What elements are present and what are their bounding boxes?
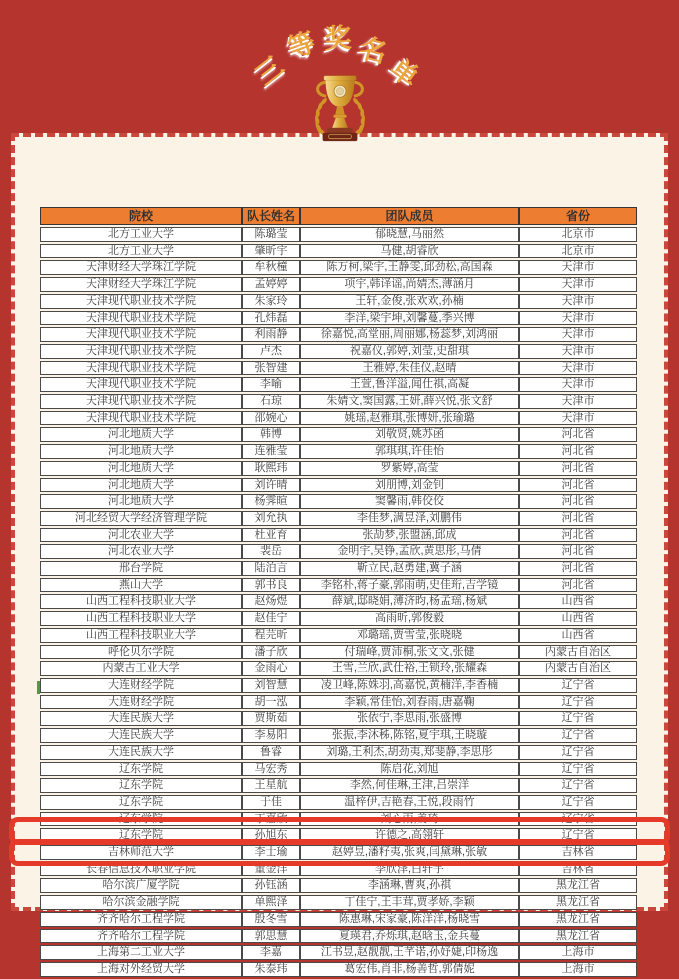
cell-school: 辽东学院 [40, 795, 242, 810]
cell-leader: 程芫昕 [242, 628, 300, 643]
cell-leader: 李易阳 [242, 728, 300, 743]
cell-school: 河北地质大学 [40, 494, 242, 509]
cell-school: 河北地质大学 [40, 461, 242, 476]
cell-leader: 金雨心 [242, 661, 300, 676]
cell-leader: 胡一泓 [242, 695, 300, 710]
cell-province: 天津市 [519, 277, 637, 292]
cell-members: 邓璐瑶,贾雪莹,张晓晓 [300, 628, 519, 643]
cell-leader: 连雅莹 [242, 444, 300, 459]
title-char: 奖 [324, 23, 353, 54]
cell-province: 辽宁省 [519, 778, 637, 793]
cell-leader: 王星航 [242, 778, 300, 793]
table-row [40, 645, 637, 660]
cell-members: 李铭朴,蒋子豪,郭雨萌,史佳珩,吉学镜 [300, 578, 519, 593]
table-row [40, 277, 637, 292]
cell-province: 上海市 [519, 962, 637, 977]
table-row [40, 544, 637, 559]
trophy-icon [310, 72, 370, 158]
cell-school: 天津现代职业技术学院 [40, 311, 242, 326]
cell-province: 黑龙江省 [519, 895, 637, 910]
cell-leader: 卢杰 [242, 344, 300, 359]
cell-school: 河北地质大学 [40, 427, 242, 442]
cell-school: 天津现代职业技术学院 [40, 377, 242, 392]
cell-school: 燕山大学 [40, 578, 242, 593]
cell-members: 高雨昕,郭俊毅 [300, 611, 519, 626]
cell-leader: 刘允执 [242, 511, 300, 526]
cell-members: 刘朋博,刘金钊 [300, 478, 519, 493]
cell-province: 天津市 [519, 344, 637, 359]
cell-school: 辽东学院 [40, 778, 242, 793]
title-char: 三 [249, 50, 290, 92]
cell-school: 大连民族大学 [40, 728, 242, 743]
title-char: 名 [356, 32, 391, 69]
cell-province: 辽宁省 [519, 762, 637, 777]
cell-school: 天津现代职业技术学院 [40, 361, 242, 376]
table-row [40, 745, 637, 760]
cell-members: 丁佳宁,王丰茸,贾孝娇,李颖 [300, 895, 519, 910]
cell-school: 呼伦贝尔学院 [40, 645, 242, 660]
cell-members: 付瑞峰,贾沛桐,张文文,张健 [300, 645, 519, 660]
cell-province: 辽宁省 [519, 795, 637, 810]
cell-province: 河北省 [519, 511, 637, 526]
cell-school: 大连民族大学 [40, 711, 242, 726]
cell-province: 辽宁省 [519, 812, 637, 827]
cell-leader: 孟婷婷 [242, 277, 300, 292]
table-row [40, 478, 637, 493]
header-cell-leader: 队长姓名 [242, 207, 300, 225]
table-row [40, 361, 637, 376]
cell-members: 李然,何佳琳,王津,吕崇洋 [300, 778, 519, 793]
cell-province: 黑龙江省 [519, 878, 637, 893]
table-row [40, 528, 637, 543]
cell-province: 天津市 [519, 377, 637, 392]
cell-province: 河北省 [519, 528, 637, 543]
cell-leader: 李喻 [242, 377, 300, 392]
table-row [40, 628, 637, 643]
cell-leader: 陈璐莹 [242, 227, 300, 242]
table-row [40, 711, 637, 726]
cell-members: 凌卫峰,陈姝羽,高嘉悦,黄楠洋,李香楠 [300, 678, 519, 693]
table-row [40, 294, 637, 309]
table-row [40, 327, 637, 342]
cell-leader: 赵炀煜 [242, 594, 300, 609]
cell-leader: 孙钰涵 [242, 878, 300, 893]
cell-members: 徐嘉悦,高堂丽,周丽娜,杨蕊梦,刘鸿丽 [300, 327, 519, 342]
cell-leader: 郭书良 [242, 578, 300, 593]
cell-leader: 牟秋橦 [242, 260, 300, 275]
cell-province: 吉林省 [519, 845, 637, 860]
cell-province: 天津市 [519, 294, 637, 309]
table-row [40, 728, 637, 743]
table-row [40, 311, 637, 326]
cell-members: 李颖,常佳怡,刘春雨,唐嘉鞠 [300, 695, 519, 710]
cell-province: 辽宁省 [519, 695, 637, 710]
cell-school: 山西工程科技职业大学 [40, 594, 242, 609]
cell-members: 张依宁,李思雨,张盛博 [300, 711, 519, 726]
cell-members: 王萱,鲁洋溢,闻仕祺,高凝 [300, 377, 519, 392]
cell-leader: 丁嘉欣 [242, 812, 300, 827]
cell-members: 张劼梦,张盟涵,邱成 [300, 528, 519, 543]
cell-members: 李涵琳,曹爽,孙祺 [300, 878, 519, 893]
cell-school: 内蒙古工业大学 [40, 661, 242, 676]
table-row [40, 578, 637, 593]
cell-members: 葛宏伟,肖非,杨善哲,郭倩妮 [300, 962, 519, 977]
cell-members: 李欣泽,白轩宇 [300, 862, 519, 877]
cell-members: 马健,胡睿欣 [300, 244, 519, 259]
cell-school: 哈尔滨金融学院 [40, 895, 242, 910]
cell-school: 北方工业大学 [40, 244, 242, 259]
table-row [40, 895, 637, 910]
table-row [40, 778, 637, 793]
cell-school: 吉林师范大学 [40, 845, 242, 860]
cell-members: 陈惠琳,宋家豪,陈洋洋,杨晓雪 [300, 912, 519, 927]
cell-members: 张振,李沐秭,陈铭,夏宇琪,王晓璇 [300, 728, 519, 743]
table-header-row [40, 207, 637, 225]
cell-school: 邢台学院 [40, 561, 242, 576]
cell-members: 许德之,高翎轩 [300, 828, 519, 843]
cell-members: 王轩,金俊,张欢欢,孙楠 [300, 294, 519, 309]
cell-leader: 于佳 [242, 795, 300, 810]
cell-leader: 潘子欣 [242, 645, 300, 660]
header-cell-school: 院校 [40, 207, 242, 225]
cell-province: 山西省 [519, 594, 637, 609]
cell-school: 上海第二工业大学 [40, 945, 242, 960]
cell-school: 北方工业大学 [40, 227, 242, 242]
cell-leader: 孔炜磊 [242, 311, 300, 326]
cell-leader: 董金洋 [242, 862, 300, 877]
table-row [40, 461, 637, 476]
title-char: 等 [284, 26, 320, 64]
table-row [40, 260, 637, 275]
cell-leader: 刘智慧 [242, 678, 300, 693]
cell-province: 河北省 [519, 561, 637, 576]
cell-school: 山西工程科技职业大学 [40, 628, 242, 643]
cell-school: 天津现代职业技术学院 [40, 411, 242, 426]
cell-members: 夏瑛君,乔烁琪,赵晗玉,金兵蔓 [300, 929, 519, 944]
cell-leader: 利雨静 [242, 327, 300, 342]
cell-members: 窦馨雨,韩佼佼 [300, 494, 519, 509]
cell-school: 山西工程科技职业大学 [40, 611, 242, 626]
cell-school: 长春信息技术职业学院 [40, 862, 242, 877]
cell-members: 姚瑶,赵雅琪,张博妍,张瑜璐 [300, 411, 519, 426]
cell-province: 天津市 [519, 411, 637, 426]
table-row [40, 945, 637, 960]
cell-school: 天津现代职业技术学院 [40, 394, 242, 409]
title-char: 单 [384, 52, 425, 94]
cell-school: 天津财经大学珠江学院 [40, 260, 242, 275]
table-row [40, 661, 637, 676]
cell-members: 朱婧文,窦国露,王妍,薛兴悦,张文舒 [300, 394, 519, 409]
cell-members: 李洋,梁宇坤,刘馨蔓,季兴博 [300, 311, 519, 326]
cell-leader: 马宏秀 [242, 762, 300, 777]
cell-province: 辽宁省 [519, 828, 637, 843]
cell-province: 内蒙古自治区 [519, 661, 637, 676]
cell-leader: 鲁睿 [242, 745, 300, 760]
cell-province: 上海市 [519, 945, 637, 960]
cell-leader: 郭思慧 [242, 929, 300, 944]
cell-members: 郭琪琪,许佳怡 [300, 444, 519, 459]
cell-province: 辽宁省 [519, 678, 637, 693]
cell-school: 大连财经学院 [40, 678, 242, 693]
table-row [40, 411, 637, 426]
cell-school: 上海对外经贸大学 [40, 962, 242, 977]
cell-school: 辽东学院 [40, 812, 242, 827]
cell-leader: 张智建 [242, 361, 300, 376]
cell-members: 赵婷昱,潘籽夷,张爽,闫黛琳,张敏 [300, 845, 519, 860]
cell-school: 大连财经学院 [40, 695, 242, 710]
cell-members: 李佳梦,满昱泽,刘鹏伟 [300, 511, 519, 526]
cell-members: 王雅婷,朱佳仪,赵晴 [300, 361, 519, 376]
table-row [40, 962, 637, 977]
cell-province: 天津市 [519, 394, 637, 409]
cell-leader: 杨霁暄 [242, 494, 300, 509]
cell-leader: 耿熙玮 [242, 461, 300, 476]
cell-province: 天津市 [519, 327, 637, 342]
cell-province: 河北省 [519, 444, 637, 459]
cell-school: 河北农业大学 [40, 528, 242, 543]
table-row [40, 377, 637, 392]
cell-province: 辽宁省 [519, 745, 637, 760]
cell-members: 刘璐,王利杰,胡劲夷,郑斐静,李思彤 [300, 745, 519, 760]
cell-province: 河北省 [519, 461, 637, 476]
cell-leader: 邵婉心 [242, 411, 300, 426]
cell-school: 齐齐哈尔工程学院 [40, 912, 242, 927]
cell-members: 刘敬贤,姚苏函 [300, 427, 519, 442]
cell-members: 刘心雨,姜琦 [300, 812, 519, 827]
cell-province: 辽宁省 [519, 728, 637, 743]
cell-members: 靳立民,赵勇建,冀子涵 [300, 561, 519, 576]
table-row-highlighted [40, 929, 637, 944]
table-row [40, 344, 637, 359]
header-cell-province: 省份 [519, 207, 637, 225]
cell-province: 天津市 [519, 311, 637, 326]
cell-members: 罗紫婷,高莹 [300, 461, 519, 476]
cell-school: 辽东学院 [40, 828, 242, 843]
table-row [40, 678, 637, 693]
cell-leader: 杜亚育 [242, 528, 300, 543]
cell-school: 齐齐哈尔工程学院 [40, 929, 242, 944]
cell-leader: 肇昕宇 [242, 244, 300, 259]
cell-school: 天津现代职业技术学院 [40, 294, 242, 309]
cell-province: 辽宁省 [519, 711, 637, 726]
cell-members: 薛斌,邸晓娟,薄济昀,杨孟瑶,杨斌 [300, 594, 519, 609]
cell-province: 天津市 [519, 260, 637, 275]
table-row [40, 795, 637, 810]
cell-leader: 石琼 [242, 394, 300, 409]
cell-province: 河北省 [519, 544, 637, 559]
cell-leader: 贾斯茹 [242, 711, 300, 726]
cell-province: 河北省 [519, 478, 637, 493]
cell-province: 山西省 [519, 628, 637, 643]
cell-province: 北京市 [519, 227, 637, 242]
cell-province: 吉林省 [519, 862, 637, 877]
table-row [40, 427, 637, 442]
green-selection-artifact [37, 681, 40, 694]
cell-school: 天津现代职业技术学院 [40, 344, 242, 359]
table-row [40, 394, 637, 409]
cell-school: 天津财经大学珠江学院 [40, 277, 242, 292]
cell-school: 哈尔滨广厦学院 [40, 878, 242, 893]
table-row [40, 561, 637, 576]
cell-province: 黑龙江省 [519, 912, 637, 927]
cell-province: 天津市 [519, 361, 637, 376]
table-row [40, 695, 637, 710]
table-row [40, 494, 637, 509]
cell-leader: 陆泊言 [242, 561, 300, 576]
cell-leader: 殷冬雪 [242, 912, 300, 927]
cell-province: 河北省 [519, 578, 637, 593]
cell-members: 祝嘉仪,郭婷,刘莹,史甜琪 [300, 344, 519, 359]
table-row [40, 762, 637, 777]
table-row [40, 511, 637, 526]
cell-province: 北京市 [519, 244, 637, 259]
cell-school: 河北农业大学 [40, 544, 242, 559]
cell-members: 金明宇,吴铮,孟欣,黄思彤,马倩 [300, 544, 519, 559]
header-cell-members: 团队成员 [300, 207, 519, 225]
cell-province: 山西省 [519, 611, 637, 626]
cell-members: 陈启花,刘旭 [300, 762, 519, 777]
cell-school: 辽东学院 [40, 762, 242, 777]
table-row [40, 444, 637, 459]
cell-province: 黑龙江省 [519, 929, 637, 944]
cell-school: 河北地质大学 [40, 478, 242, 493]
cell-leader: 单熙泽 [242, 895, 300, 910]
cell-leader: 朱泰玮 [242, 962, 300, 977]
table-row [40, 227, 637, 242]
cell-members: 江书昱,赵靓靓,王芊诺,孙妤婕,印杨逸 [300, 945, 519, 960]
cell-leader: 韩博 [242, 427, 300, 442]
cell-members: 陈万柯,梁宇,王静雯,邱劲松,高国森 [300, 260, 519, 275]
cell-members: 郁晓慧,马丽然 [300, 227, 519, 242]
cell-leader: 孙旭东 [242, 828, 300, 843]
cell-school: 河北地质大学 [40, 444, 242, 459]
table-row [40, 594, 637, 609]
table-row [40, 244, 637, 259]
cell-province: 河北省 [519, 427, 637, 442]
cell-members: 王雪,兰欣,武仕裕,王锁玲,张耀森 [300, 661, 519, 676]
cell-members: 项宇,韩译谣,尚婧杰,薄涵月 [300, 277, 519, 292]
table-row [40, 611, 637, 626]
cell-school: 大连民族大学 [40, 745, 242, 760]
cell-school: 天津现代职业技术学院 [40, 327, 242, 342]
cell-leader: 李嘉 [242, 945, 300, 960]
cell-leader: 赵佳宁 [242, 611, 300, 626]
highlight-box-row-qiqihar-2 [9, 839, 670, 866]
cell-province: 河北省 [519, 494, 637, 509]
cell-province: 内蒙古自治区 [519, 645, 637, 660]
cell-school: 河北经贸大学经济管理学院 [40, 511, 242, 526]
table-row-highlighted [40, 912, 637, 927]
cell-members: 温梓伊,吉艳春,王悦,段雨竹 [300, 795, 519, 810]
cell-leader: 刘许晴 [242, 478, 300, 493]
cell-leader: 朱家玲 [242, 294, 300, 309]
cell-leader: 裴岳 [242, 544, 300, 559]
cell-leader: 李士瑜 [242, 845, 300, 860]
